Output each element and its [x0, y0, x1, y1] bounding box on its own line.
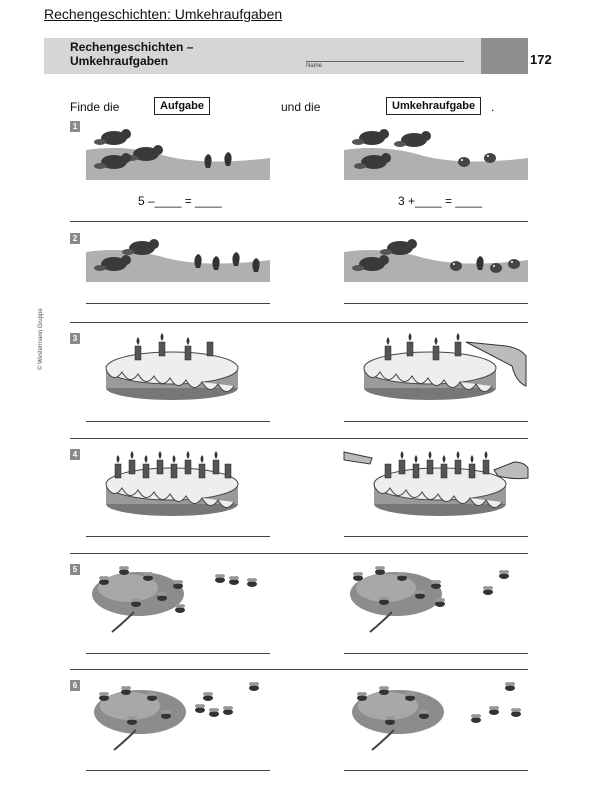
cake — [364, 352, 496, 400]
bee — [499, 570, 509, 579]
beaver-tail — [204, 154, 211, 168]
task6-illustration-right — [344, 680, 528, 750]
bee — [147, 692, 157, 701]
task-number-3: 3 — [70, 333, 80, 344]
answer-line-right[interactable] — [344, 536, 528, 537]
beaver — [394, 131, 431, 147]
answer-line-left[interactable] — [86, 770, 270, 771]
box-umkehraufgabe: Umkehraufgabe — [386, 97, 481, 115]
task3-illustration-right — [354, 332, 528, 402]
answer-line-left[interactable] — [86, 303, 270, 304]
page-top-title: Rechengeschichten: Umkehraufgaben — [44, 6, 283, 22]
candle — [433, 337, 439, 360]
answer-line-right[interactable] — [344, 303, 528, 304]
answer-line-right[interactable] — [344, 421, 528, 422]
beaver-tail — [476, 256, 483, 270]
task4-illustration-right — [344, 448, 528, 518]
instruction-middle: und die — [281, 100, 321, 114]
bee — [157, 592, 167, 601]
task5-illustration-right — [344, 564, 528, 634]
bee — [385, 716, 395, 725]
candle — [427, 451, 433, 474]
candle — [185, 337, 191, 360]
bee — [357, 692, 367, 701]
bee — [223, 706, 233, 715]
bee — [419, 710, 429, 719]
candle — [129, 451, 135, 474]
bee — [353, 572, 363, 581]
bee — [121, 686, 131, 695]
task3-illustration-left — [96, 332, 246, 402]
candle — [143, 455, 149, 478]
beaver-tail — [212, 256, 219, 270]
beaver-head — [484, 153, 496, 163]
task-number-2: 2 — [70, 233, 80, 244]
worksheet-title-line2: Umkehraufgaben — [70, 54, 169, 68]
answer-line-right[interactable] — [344, 770, 528, 771]
instruction — [70, 100, 510, 114]
beaver-head — [450, 261, 462, 271]
bee — [209, 708, 219, 717]
candle — [407, 333, 413, 356]
bee — [229, 576, 239, 585]
answer-line-right[interactable] — [344, 653, 528, 654]
task1-equation-left[interactable]: 5 –____ = ____ — [138, 194, 222, 208]
bee — [247, 578, 257, 587]
candle — [135, 337, 141, 360]
page-number: 172 — [530, 52, 552, 67]
beaver-head — [458, 157, 470, 167]
bee — [131, 598, 141, 607]
task2-illustration-left — [86, 236, 270, 284]
candle — [115, 455, 121, 478]
bee — [143, 572, 153, 581]
candle — [385, 464, 391, 478]
bee — [173, 580, 183, 589]
candle — [157, 451, 163, 474]
bee — [483, 586, 493, 595]
name-label: Name — [306, 63, 323, 69]
instruction-prefix: Finde die — [70, 100, 120, 114]
section-divider — [70, 438, 528, 439]
bee — [435, 598, 445, 607]
candle — [399, 451, 405, 474]
task1-illustration-right — [344, 120, 528, 182]
candle — [185, 451, 191, 474]
instruction-suffix: . — [491, 100, 495, 114]
candle — [225, 464, 231, 478]
bee — [249, 682, 259, 691]
beaver-tail — [194, 254, 201, 268]
candle — [441, 455, 447, 478]
beaver-tail — [224, 152, 231, 166]
candle — [171, 455, 177, 478]
task2-illustration-right — [344, 236, 528, 284]
cake — [106, 352, 238, 400]
bee — [127, 716, 137, 725]
task1-equation-right[interactable]: 3 +____ = ____ — [398, 194, 483, 208]
bee — [119, 566, 129, 575]
bee — [505, 682, 515, 691]
task4-illustration-left — [96, 448, 246, 518]
task5-illustration-left — [86, 564, 270, 634]
section-divider — [70, 553, 528, 554]
task-number-4: 4 — [70, 449, 80, 460]
cake — [374, 468, 506, 516]
name-field-line[interactable] — [306, 61, 464, 62]
beaver — [352, 129, 389, 145]
bee — [99, 576, 109, 585]
task-number-6: 6 — [70, 680, 80, 691]
bee — [397, 572, 407, 581]
bee — [511, 708, 521, 717]
section-divider — [70, 221, 528, 222]
beaver-head — [490, 263, 502, 273]
bee — [195, 704, 205, 713]
candle — [199, 455, 205, 478]
box-aufgabe: Aufgabe — [154, 97, 210, 115]
candle — [413, 455, 419, 478]
copyright-notice: © Westermann Gruppe — [38, 308, 44, 370]
bee — [175, 604, 185, 613]
candle — [469, 455, 475, 478]
candle — [213, 451, 219, 474]
beaver — [122, 239, 159, 255]
task-number-1: 1 — [70, 121, 80, 132]
answer-line-left[interactable] — [86, 421, 270, 422]
bee — [379, 686, 389, 695]
bee — [415, 590, 425, 599]
bee — [471, 714, 481, 723]
section-divider — [70, 669, 528, 670]
task6-illustration-left — [86, 680, 270, 750]
candle — [159, 333, 165, 356]
beaver — [380, 239, 417, 255]
bee — [99, 692, 109, 701]
bush — [350, 572, 442, 632]
bee — [431, 580, 441, 589]
bee — [215, 574, 225, 583]
bee — [489, 706, 499, 715]
hand-with-match — [494, 462, 528, 479]
bee — [379, 596, 389, 605]
bee — [405, 692, 415, 701]
candle — [483, 451, 489, 474]
section-divider — [70, 322, 528, 323]
candle — [385, 337, 391, 360]
header-page-box — [481, 38, 528, 74]
beaver — [94, 129, 131, 145]
worksheet-title — [70, 40, 290, 68]
answer-line-left[interactable] — [86, 536, 270, 537]
answer-line-left[interactable] — [86, 653, 270, 654]
task1-illustration-left — [86, 120, 270, 182]
bee — [203, 692, 213, 701]
worksheet-title-line1: Rechengeschichten – — [70, 40, 194, 54]
hand-with-match — [344, 452, 372, 464]
beaver-tail — [252, 258, 259, 272]
candle — [455, 451, 461, 474]
candle — [455, 333, 461, 356]
beaver-tail — [232, 252, 239, 266]
beaver-head — [508, 259, 520, 269]
bee — [375, 566, 385, 575]
bee — [161, 710, 171, 719]
candle — [207, 342, 213, 356]
task-number-5: 5 — [70, 564, 80, 575]
